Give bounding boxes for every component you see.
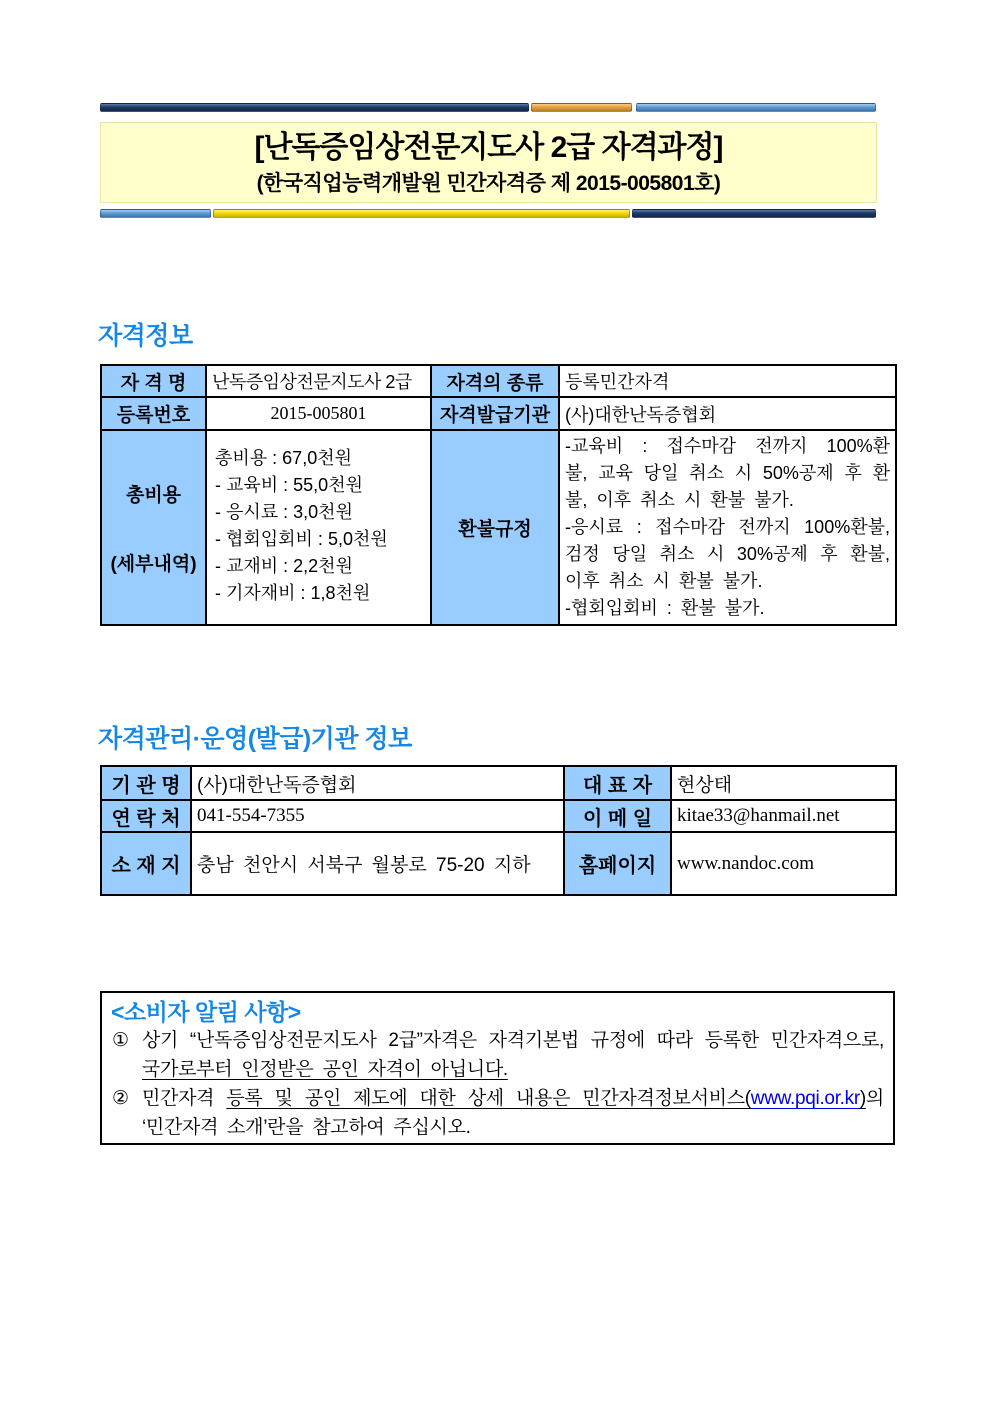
notice-item-1-line-1: ① 상기 “난독증임상전문지도사 2급”자격은 자격기본법 규정에 따라 등록한 민간자격으로,	[111, 1026, 884, 1055]
header-bottom-bar	[0, 209, 992, 218]
issuer-value: (사)대한난독증협회	[559, 397, 896, 430]
section-heading-org-info: 자격관리·운영(발급)기관 정보	[98, 725, 412, 753]
pqi-link[interactable]: www.pqi.or.kr	[750, 1088, 860, 1109]
bottom-bar-blue-segment	[100, 209, 211, 218]
refund-policy-label: 환불규정	[431, 430, 559, 625]
ceo-label: 대 표 자	[564, 766, 671, 800]
issuer-label: 자격발급기관	[431, 397, 559, 430]
consumer-notice-box	[100, 991, 895, 1145]
address-value: 충남 천안시 서북구 월봉로 75-20 지하	[191, 832, 564, 895]
header-top-bar	[0, 103, 992, 112]
refund-policy-text: -교육비 : 접수마감 전까지 100%환 불, 교육 당일 취소 시 50%공제 후 환 불, 이후 취소 시 환불 불가. -응시료 : 접수마감 전까지 100%환불, 검정 당일 취소 시 30%공제 후 환불, 이후 취소 시 환불 불가. -협회입회비 : 환불 불가.	[559, 430, 896, 625]
org-info-table	[100, 765, 897, 896]
item-2-marker: ②	[112, 1088, 129, 1109]
contact-value: 041-554-7355	[191, 800, 564, 832]
cert-name-label: 자 격 명	[101, 365, 206, 397]
email-label: 이 메 일	[564, 800, 671, 832]
item-1-marker: ①	[112, 1030, 129, 1051]
org-name-value: (사)대한난독증협회	[191, 766, 564, 800]
table-row	[101, 430, 896, 625]
reg-number-value: 2015-005801	[206, 397, 431, 430]
bottom-bar-navy-segment	[632, 209, 876, 218]
table-row	[101, 766, 896, 800]
cert-info-table	[100, 364, 897, 626]
reg-number-label: 등록번호	[101, 397, 206, 430]
total-cost-label: 총비용 (세부내역)	[101, 430, 206, 625]
cert-type-value: 등록민간자격	[559, 365, 896, 397]
top-bar-orange-segment	[531, 103, 632, 112]
cert-name-value: 난독증임상전문지도사 2급	[206, 365, 431, 397]
table-row	[101, 800, 896, 832]
table-row	[101, 832, 896, 895]
notice-heading: <소비자 알림 사항>	[111, 999, 301, 1025]
table-row	[101, 397, 896, 430]
certificate-title-banner	[100, 122, 877, 203]
address-label: 소 재 지	[101, 832, 191, 895]
course-title: [난독증임상전문지도사 2급 자격과정]	[254, 131, 723, 164]
contact-label: 연 락 처	[101, 800, 191, 832]
certificate-number-subtitle: (한국직업능력개발원 민간자격증 제 2015-005801호)	[256, 172, 721, 195]
email-value: kitae33@hanmail.net	[671, 800, 896, 832]
top-bar-navy-segment	[100, 103, 529, 112]
cert-type-label: 자격의 종류	[431, 365, 559, 397]
ceo-value: 현상태	[671, 766, 896, 800]
notice-item-2-line-2: ‘민간자격 소개’란을 참고하여 주십시오.	[142, 1117, 471, 1138]
cost-breakdown: 총비용 : 67,0천원 - 교육비 : 55,0천원 - 응시료 : 3,0천원 - 협회입회비 : 5,0천원 - 교재비 : 2,2천원 - 기자재비 : 1,8천원	[206, 430, 431, 625]
website-value: www.nandoc.com	[671, 832, 896, 895]
notice-item-2-line-1: ② 민간자격 등록 및 공인 제도에 대한 상세 내용은 민간자격정보서비스(www.pqi.or.kr)의	[111, 1084, 884, 1113]
org-name-label: 기 관 명	[101, 766, 191, 800]
section-heading-cert-info: 자격정보	[98, 322, 193, 350]
table-row	[101, 365, 896, 397]
website-label: 홈페이지	[564, 832, 671, 895]
top-bar-blue-segment	[636, 103, 876, 112]
bottom-bar-yellow-segment	[213, 209, 630, 218]
notice-item-1-line-2: 국가로부터 인정받은 공인 자격이 아닙니다.	[142, 1059, 508, 1080]
